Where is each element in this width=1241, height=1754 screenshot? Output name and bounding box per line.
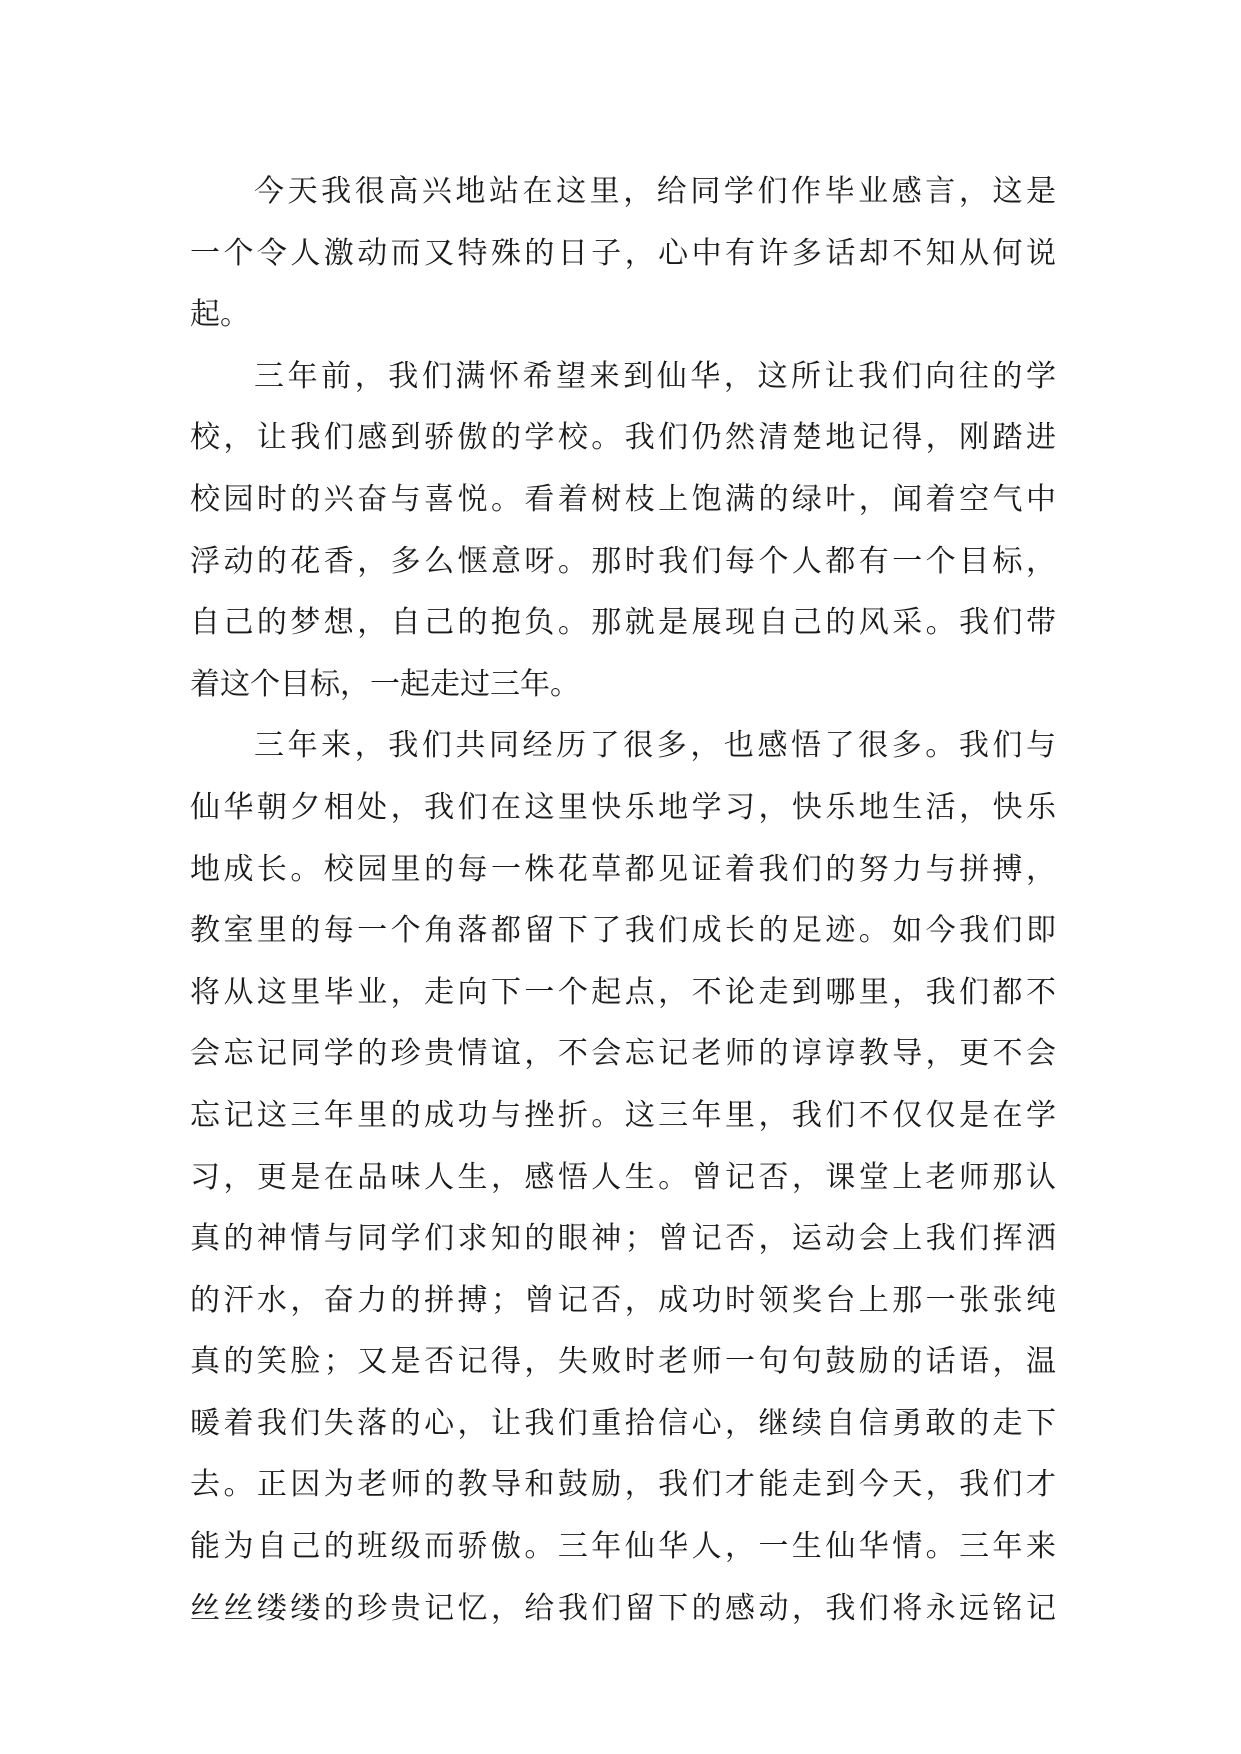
text-line: 能为自己的班级而骄傲。三年仙华人，一生仙华情。三年来: [190, 1529, 1056, 1565]
text-line: 浮动的花香，多么惬意呀。那时我们每个人都有一个目标，: [190, 543, 1056, 579]
text-line: 的汗水，奋力的拼搏；曾记否，成功时领奖台上那一张张纯: [190, 1282, 1056, 1318]
text-line: 习，更是在品味人生，感悟人生。曾记否，课堂上老师那认: [190, 1159, 1056, 1195]
text-line: 着这个目标，一起走过三年。: [190, 666, 580, 702]
text-line: 暖着我们失落的心，让我们重拾信心，继续自信勇敢的走下: [190, 1405, 1056, 1441]
text-line: 三年来，我们共同经历了很多，也感悟了很多。我们与: [254, 728, 1056, 764]
text-line: 一个令人激动而又特殊的日子，心中有许多话却不知从何说: [190, 235, 1056, 271]
text-line: 去。正因为老师的教导和鼓励，我们才能走到今天，我们才: [190, 1467, 1056, 1503]
text-line: 地成长。校园里的每一株花草都见证着我们的努力与拼搏，: [190, 851, 1056, 887]
text-line: 校园时的兴奋与喜悦。看着树枝上饱满的绿叶，闻着空气中: [190, 481, 1056, 517]
text-line: 会忘记同学的珍贵情谊，不会忘记老师的谆谆教导，更不会: [190, 1036, 1056, 1072]
text-line: 丝丝缕缕的珍贵记忆，给我们留下的感动，我们将永远铭记: [190, 1590, 1056, 1626]
text-line: 忘记这三年里的成功与挫折。这三年里，我们不仅仅是在学: [190, 1097, 1056, 1133]
text-line: 真的笑脸；又是否记得，失败时老师一句句鼓励的话语，温: [190, 1344, 1056, 1380]
text-line: 今天我很高兴地站在这里，给同学们作毕业感言，这是: [254, 174, 1056, 209]
text-line: 将从这里毕业，走向下一个起点，不论走到哪里，我们都不: [190, 974, 1056, 1010]
text-line: 自己的梦想，自己的抱负。那就是展现自己的风采。我们带: [190, 605, 1056, 641]
text-line: 校，让我们感到骄傲的学校。我们仍然清楚地记得，刚踏进: [190, 420, 1056, 456]
text-line: 仙华朝夕相处，我们在这里快乐地学习，快乐地生活，快乐: [190, 789, 1056, 825]
text-line: 三年前，我们满怀希望来到仙华，这所让我们向往的学: [254, 358, 1056, 394]
text-line: 起。: [190, 297, 250, 333]
text-line: 教室里的每一个角落都留下了我们成长的足迹。如今我们即: [190, 913, 1056, 949]
text-line: 真的神情与同学们求知的眼神；曾记否，运动会上我们挥洒: [190, 1221, 1056, 1257]
speech-text-body: [190, 161, 1056, 1639]
